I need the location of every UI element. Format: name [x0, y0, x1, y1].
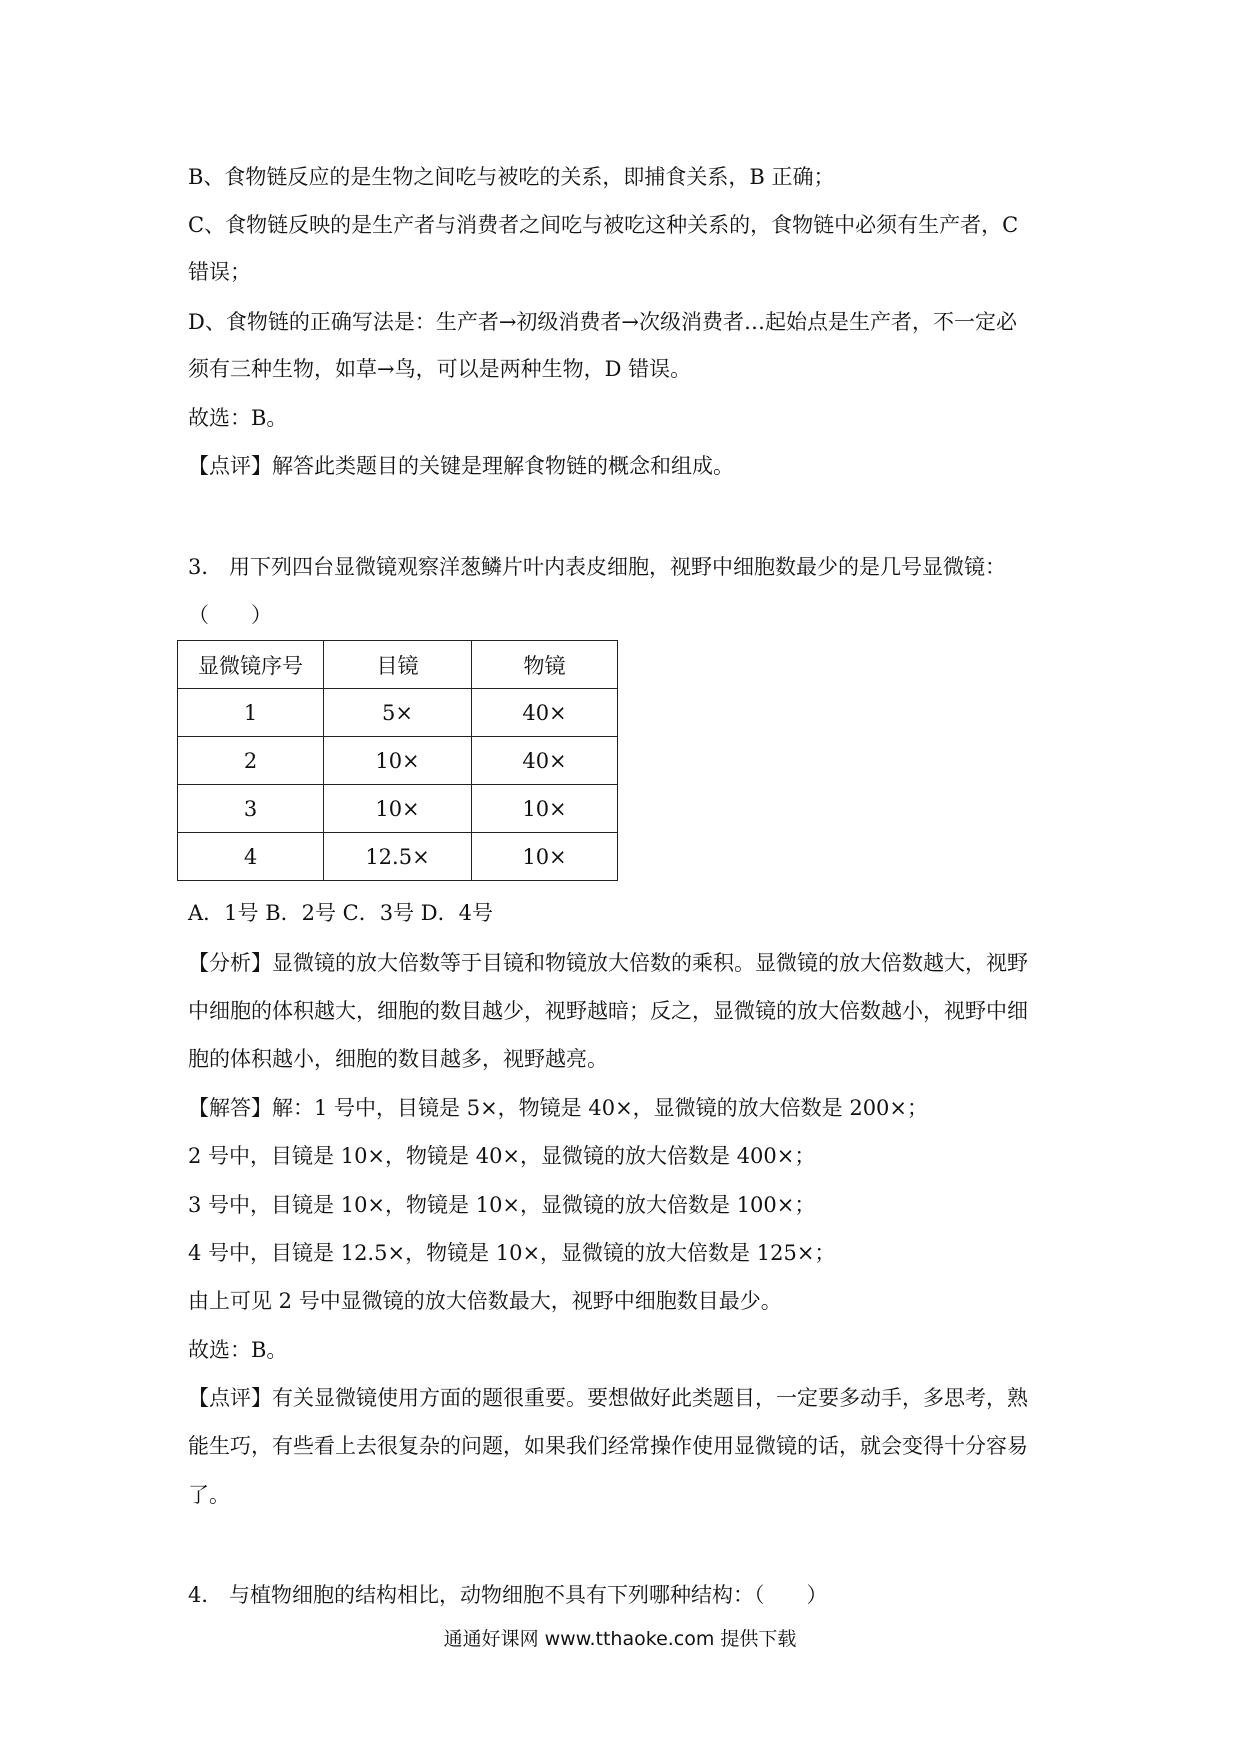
- text-line: C、食物链反映的是生产者与消费者之间吃与被吃这种关系的，食物链中必须有生产者，C: [188, 213, 1019, 237]
- text-line: D、食物链的正确写法是：生产者→初级消费者→次级消费者…起始点是生产者，不一定必: [188, 310, 1018, 334]
- analysis-line: 【分析】显微镜的放大倍数等于目镜和物镜放大倍数的乘积。显微镜的放大倍数越大，视野: [188, 951, 1028, 975]
- table-header: 物镜: [472, 641, 618, 689]
- analysis-line: 胞的体积越小，细胞的数目越多，视野越亮。: [188, 1047, 608, 1071]
- table-cell: 40×: [472, 737, 618, 785]
- table-cell: 10×: [472, 833, 618, 881]
- table-header-row: [178, 641, 618, 689]
- table-cell: 1: [178, 689, 324, 737]
- table-header: 显微镜序号: [178, 641, 324, 689]
- text-line: 故选：B。: [188, 406, 288, 430]
- comment-line: 【点评】解答此类题目的关键是理解食物链的概念和组成。: [188, 454, 734, 478]
- text-line: 错误；: [188, 260, 251, 284]
- comment-line: 了。: [188, 1483, 230, 1507]
- table-cell: 40×: [472, 689, 618, 737]
- answer-line: 由上可见 2 号中显微镜的放大倍数最大，视野中细胞数目最少。: [188, 1289, 782, 1313]
- table-cell: 10×: [324, 737, 472, 785]
- table-cell: 10×: [324, 785, 472, 833]
- comment-line: 【点评】有关显微镜使用方面的题很重要。要想做好此类题目，一定要多动手，多思考，熟: [188, 1386, 1028, 1410]
- answer-line: 【解答】解：1 号中，目镜是 5×，物镜是 40×，显微镜的放大倍数是 200×；: [188, 1096, 929, 1120]
- answer-line: 3 号中，目镜是 10×，物镜是 10×，显微镜的放大倍数是 100×；: [188, 1193, 816, 1217]
- table-cell: 10×: [472, 785, 618, 833]
- answer-blank: （ ）: [188, 603, 272, 627]
- text-line: 须有三种生物，如草→鸟，可以是两种生物，D 错误。: [188, 357, 692, 381]
- text-line: B、食物链反应的是生物之间吃与被吃的关系，即捕食关系，B 正确；: [188, 165, 835, 189]
- table-cell: 2: [178, 737, 324, 785]
- table-cell: 5×: [324, 689, 472, 737]
- answer-line: 2 号中，目镜是 10×，物镜是 40×，显微镜的放大倍数是 400×；: [188, 1144, 816, 1168]
- comment-line: 能生巧，有些看上去很复杂的问题，如果我们经常操作使用显微镜的话，就会变得十分容易: [188, 1434, 1028, 1458]
- table-row: [178, 737, 618, 785]
- table-header: 目镜: [324, 641, 472, 689]
- table-cell: 3: [178, 785, 324, 833]
- table-row: [178, 785, 618, 833]
- answer-line: 4 号中，目镜是 12.5×，物镜是 10×，显微镜的放大倍数是 125×；: [188, 1241, 836, 1265]
- analysis-line: 中细胞的体积越大，细胞的数目越少，视野越暗；反之，显微镜的放大倍数越小，视野中细: [188, 999, 1028, 1023]
- table-row: [178, 689, 618, 737]
- table-cell: 4: [178, 833, 324, 881]
- page-footer: 通通好课网 www.tthaoke.com 提供下载: [443, 1628, 797, 1650]
- question-3: 3． 用下列四台显微镜观察洋葱鳞片叶内表皮细胞，视野中细胞数最少的是几号显微镜：: [188, 555, 1007, 579]
- table-cell: 12.5×: [324, 833, 472, 881]
- answer-line: 故选：B。: [188, 1338, 288, 1362]
- microscope-table: [177, 640, 618, 881]
- table-row: [178, 833, 618, 881]
- question-4: 4． 与植物细胞的结构相比，动物细胞不具有下列哪种结构：（ ）: [188, 1583, 828, 1607]
- options-line: A．1号 B．2号 C．3号 D．4号: [188, 901, 493, 925]
